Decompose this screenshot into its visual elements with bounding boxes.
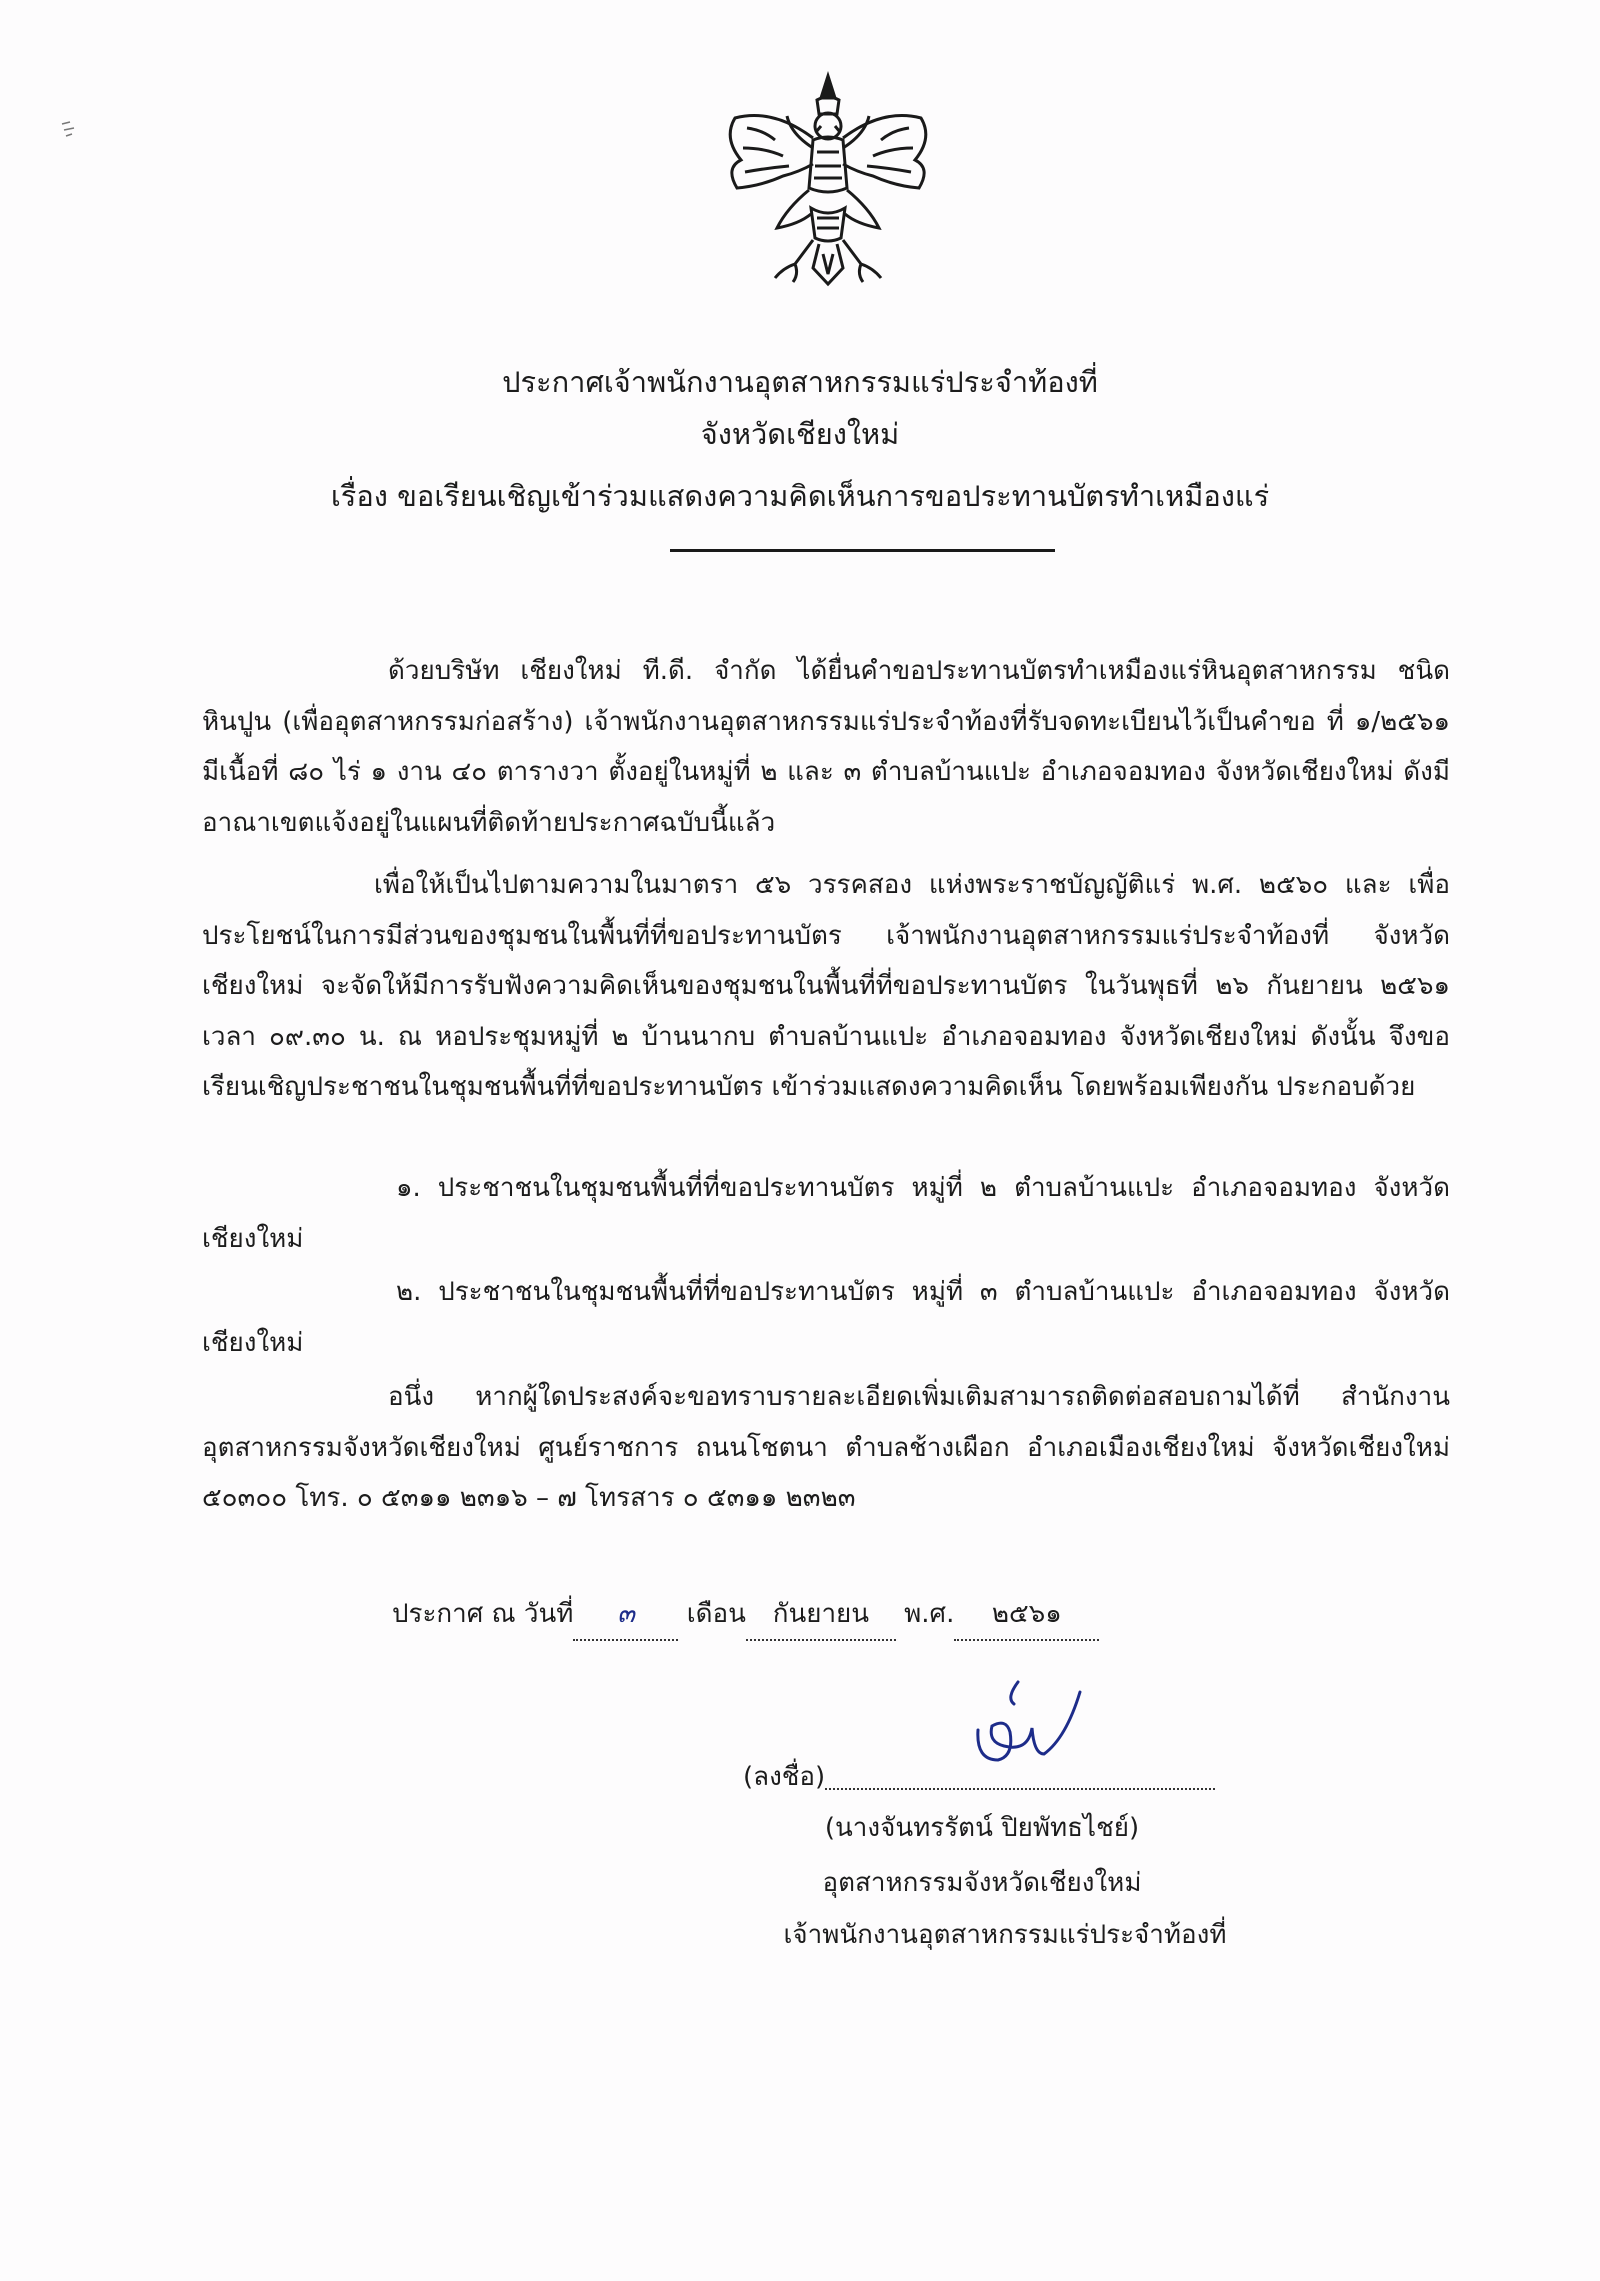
date-prefix: ประกาศ ณ วันที่ bbox=[392, 1599, 574, 1629]
announcement-date-line bbox=[392, 1589, 1099, 1641]
date-year: ๒๕๖๑ bbox=[954, 1589, 1099, 1641]
body-paragraph-1: ด้วยบริษัท เชียงใหม่ ที.ดี. จำกัด ได้ยื่นคำขอประทานบัตรทำเหมืองแร่หินอุตสาหกรรม ชนิดหินปูน (เพื่ออุตสาหกรรมก่อสร้าง) เจ้าพนักงานอุตสาหกรรมแร่ประจำท้องที่รับจดทะเบียนไว้เป็นคำขอ ที่ ๑/๒๕๖๑ มีเนื้อที่ ๘๐ ไร่ ๑ งาน ๔๐ ตารางวา ตั้งอยู่ในหมู่ที่ ๒ และ ๓ ตำบลบ้านแปะ อำเภอจอมทอง จังหวัดเชียงใหม่ ดังมีอาณาเขตแจ้งอยู่ในแผนที่ติดท้ายประกาศฉบับนี้แล้ว bbox=[202, 656, 1450, 838]
announcement-title: ประกาศเจ้าพนักงานอุตสาหกรรมแร่ประจำท้องที่ bbox=[502, 365, 1098, 399]
announcement-province: จังหวัดเชียงใหม่ bbox=[700, 417, 900, 451]
title-divider bbox=[670, 549, 1055, 552]
garuda-emblem-icon bbox=[713, 68, 943, 293]
signature-dots bbox=[825, 1766, 1215, 1790]
date-month-label: เดือน bbox=[686, 1599, 746, 1629]
signatory-position-2: เจ้าพนักงานอุตสาหกรรมแร่ประจำท้องที่ bbox=[783, 1920, 1227, 1950]
signatory-name: (นางจันทรรัตน์ ปิยพัทธไชย์) bbox=[824, 1813, 1140, 1843]
date-day: ๓ bbox=[573, 1589, 678, 1641]
signatory-position-1: อุตสาหกรรมจังหวัดเชียงใหม่ bbox=[822, 1868, 1142, 1898]
list-item-1: ๑. ประชาชนในชุมชนพื้นที่ที่ขอประทานบัตร หมู่ที่ ๒ ตำบลบ้านแปะ อำเภอจอมทอง จังหวัดเชียงใหม่ bbox=[202, 1173, 1450, 1254]
body-paragraph-2: เพื่อให้เป็นไปตามความในมาตรา ๕๖ วรรคสอง แห่งพระราชบัญญัติแร่ พ.ศ. ๒๕๖๐ และ เพื่อประโยชน์ในการมีส่วนของชุมชนในพื้นที่ที่ขอประทานบัตร เจ้าพนักงานอุตสาหกรรมแร่ประจำท้องที่ จังหวัดเชียงใหม่ จะจัดให้มีการรับฟังความคิดเห็นของชุมชนในพื้นที่ที่ขอประทานบัตร ในวันพุธที่ ๒๖ กันยายน ๒๕๖๑ เวลา ๐๙.๓๐ น. ณ หอประชุมหมู่ที่ ๒ บ้านนากบ ตำบลบ้านแปะ อำเภอจอมทอง จังหวัดเชียงใหม่ ดังนั้น จึงขอเรียนเชิญประชาชนในชุมชนพื้นที่ที่ขอประทานบัตร เข้าร่วมแสดงความคิดเห็น โดยพร้อมเพียงกัน ประกอบด้วย bbox=[202, 870, 1450, 1102]
date-month: กันยายน bbox=[746, 1589, 896, 1641]
body-paragraph-3: อนึ่ง หากผู้ใดประสงค์จะขอทราบรายละเอียดเพิ่มเติมสามารถติดต่อสอบถามได้ที่ สำนักงาน อุตสาหกรรมจังหวัดเชียงใหม่ ศูนย์ราชการ ถนนโชตนา ตำบลช้างเผือก อำเภอเมืองเชียงใหม่ จังหวัดเชียงใหม่ ๕๐๓๐๐ โทร. ๐ ๕๓๑๑ ๒๓๑๖ – ๗ โทรสาร ๐ ๕๓๑๑ ๒๓๒๓ bbox=[202, 1382, 1450, 1513]
scan-mark bbox=[60, 118, 78, 140]
signature-line bbox=[743, 1752, 1215, 1802]
list-item-2: ๒. ประชาชนในชุมชนพื้นที่ที่ขอประทานบัตร หมู่ที่ ๓ ตำบลบ้านแปะ อำเภอจอมทอง จังหวัดเชียงใหม่ bbox=[202, 1277, 1450, 1358]
signature-label: (ลงชื่อ) bbox=[743, 1762, 826, 1792]
announcement-subject: เรื่อง ขอเรียนเชิญเข้าร่วมแสดงความคิดเห็นการขอประทานบัตรทำเหมืองแร่ bbox=[330, 479, 1270, 513]
date-year-label: พ.ศ. bbox=[904, 1599, 955, 1629]
